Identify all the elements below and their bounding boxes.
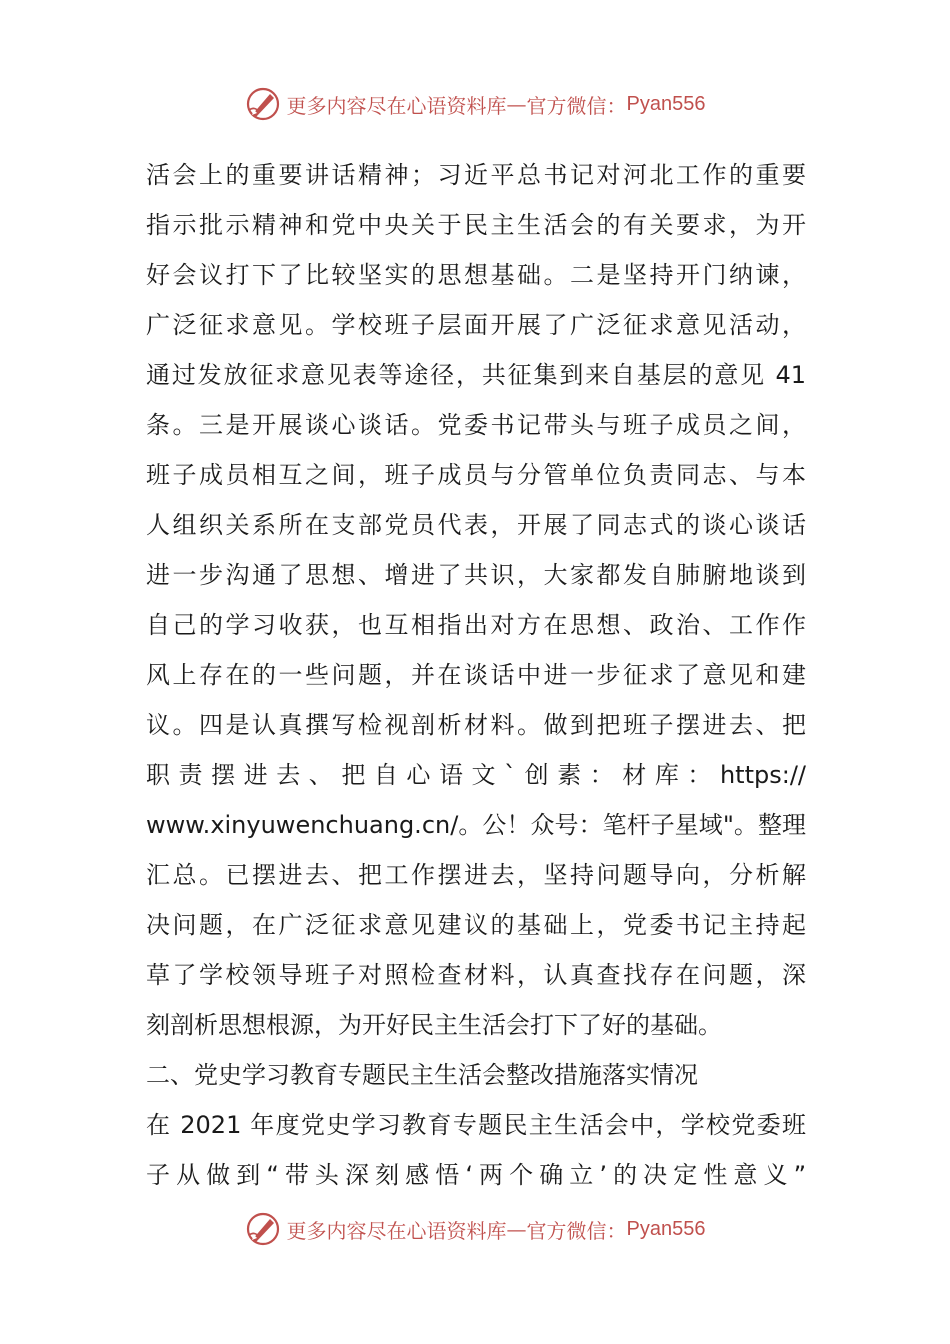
body-line: 好会议打下了比较坚实的思想基础。二是坚持开门纳谏， bbox=[146, 261, 806, 289]
body-line: 子从做到“带头深刻感悟‘两个确立’的决定性意义” bbox=[146, 1161, 806, 1189]
header-contact-label: 官方微信： bbox=[526, 93, 627, 118]
body-line: 指示批示精神和党中央关于民主生活会的有关要求，为开 bbox=[146, 211, 806, 239]
body-line: 汇总。已摆进去、把工作摆进去，坚持问题导向，分析解 bbox=[146, 861, 806, 889]
body-line: 自己的学习收获，也互相指出对方在思想、政治、工作作 bbox=[146, 611, 806, 639]
header-banner bbox=[0, 84, 950, 124]
body-line: 人组织关系所在支部党员代表，开展了同志式的谈心谈话 bbox=[146, 511, 806, 539]
document-body bbox=[146, 150, 806, 1200]
body-line: 议。四是认真撰写检视剖析材料。做到把班子摆进去、把 bbox=[146, 711, 806, 739]
pen-logo-icon bbox=[245, 86, 281, 122]
body-line: 决问题，在广泛征求意见建议的基础上，党委书记主持起 bbox=[146, 911, 806, 939]
section-heading: 二、党史学习教育专题民主生活会整改措施落实情况 bbox=[146, 1061, 698, 1089]
body-line: www.xinyuwenchuang.cn/。公！众号：笔杆子星域"。整理 bbox=[146, 811, 806, 839]
body-line: 条。三是开展谈心谈话。党委书记带头与班子成员之间， bbox=[146, 411, 806, 439]
footer-site-title: 更多内容尽在心语资料库 bbox=[286, 1218, 507, 1243]
header-site-title: 更多内容尽在心语资料库 bbox=[286, 93, 507, 118]
body-line: 班子成员相互之间，班子成员与分管单位负责同志、与本 bbox=[146, 461, 806, 489]
pen-logo-icon bbox=[245, 1211, 281, 1247]
footer-banner bbox=[0, 1209, 950, 1249]
footer-separator: — bbox=[506, 1217, 527, 1241]
body-line: 广泛征求意见。学校班子层面开展了广泛征求意见活动， bbox=[146, 311, 806, 339]
body-line: 通过发放征求意见表等途径，共征集到来自基层的意见 41 bbox=[146, 361, 806, 389]
body-line: 职责摆进去、把自心语文`创素：材库：https:// bbox=[146, 761, 806, 789]
body-line: 活会上的重要讲话精神；习近平总书记对河北工作的重要 bbox=[146, 161, 806, 189]
footer-contact-id: Pyan556 bbox=[626, 1217, 706, 1240]
body-line: 进一步沟通了思想、增进了共识，大家都发自肺腑地谈到 bbox=[146, 561, 806, 589]
footer-contact-label: 官方微信： bbox=[526, 1218, 627, 1243]
body-line: 在 2021 年度党史学习教育专题民主生活会中，学校党委班 bbox=[146, 1111, 806, 1139]
body-line: 风上存在的一些问题，并在谈话中进一步征求了意见和建 bbox=[146, 661, 806, 689]
header-contact-id: Pyan556 bbox=[626, 92, 706, 115]
body-line: 草了学校领导班子对照检查材料，认真查找存在问题，深 bbox=[146, 961, 806, 989]
header-separator: — bbox=[506, 92, 527, 116]
body-line: 刻剖析思想根源，为开好民主生活会打下了好的基础。 bbox=[146, 1011, 722, 1039]
